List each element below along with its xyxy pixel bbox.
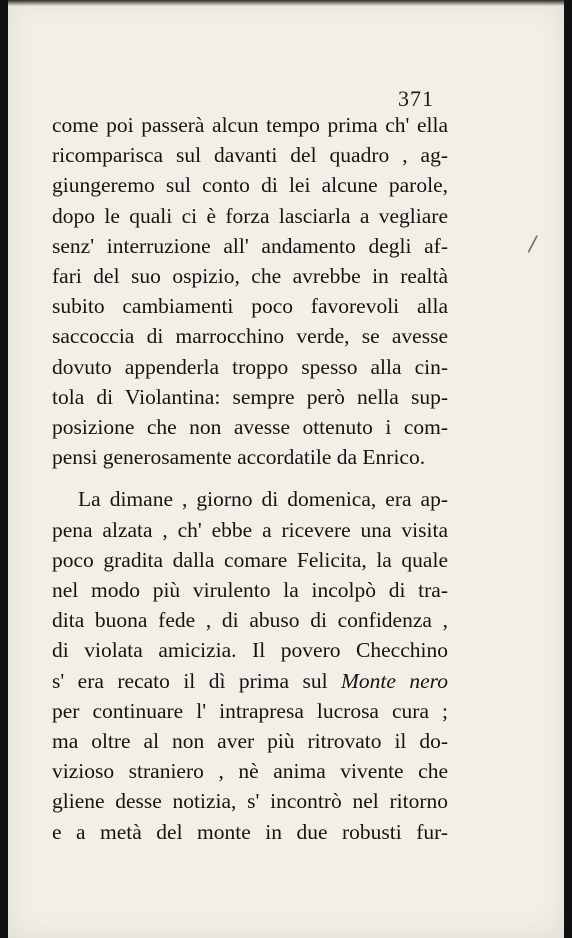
book-page xyxy=(8,0,564,938)
text-line: vizioso straniero , nè anima vivente che xyxy=(52,759,448,784)
text-line: e a metà del monte in due robusti fur- xyxy=(52,819,448,844)
body-text xyxy=(52,110,448,847)
text-line: poco gradita dalla comare Felicita, la quale xyxy=(52,547,448,572)
page-number: 371 xyxy=(398,86,434,111)
italic-place-name: Monte nero xyxy=(341,668,448,693)
text-line: fari del suo ospizio, che avrebbe in realtà xyxy=(52,264,448,289)
scan-edge xyxy=(8,0,564,6)
text-line: ricomparisca sul davanti del quadro , ag- xyxy=(52,143,448,168)
text-line: gliene desse notizia, s' incontrò nel ritorno xyxy=(52,789,448,814)
text-line: dovuto appenderla troppo spesso alla cin- xyxy=(52,354,448,379)
text-line: dita buona fede , di abuso di confidenza , xyxy=(52,608,448,633)
text-line: ma oltre al non aver più ritrovato il do- xyxy=(52,729,448,754)
margin-mark: / xyxy=(526,231,539,258)
text-fragment: s' era recato il dì prima sul xyxy=(52,668,341,693)
text-line: come poi passerà alcun tempo prima ch' ella xyxy=(52,113,448,137)
text-line: giungeremo sul conto di lei alcune parole, xyxy=(52,173,448,198)
paragraph-2 xyxy=(52,484,448,846)
text-line: tola di Violantina: sempre però nella sup- xyxy=(52,384,448,409)
text-line: dopo le quali ci è forza lasciarla a vegliare xyxy=(52,203,448,228)
text-line: subito cambiamenti poco favorevoli alla xyxy=(52,294,448,319)
text-line: La dimane , giorno di domenica, era ap- xyxy=(78,487,448,512)
text-line: saccoccia di marrocchino verde, se avesse xyxy=(52,324,448,349)
text-line: posizione che non avesse ottenuto i com- xyxy=(52,415,448,440)
text-line: per continuare l' intrapresa lucrosa cura ; xyxy=(52,698,448,723)
text-line: nel modo più virulento la incolpò di tra- xyxy=(52,578,448,603)
text-line: pensi generosamente accordatile da Enrico. xyxy=(52,445,426,470)
text-line-monte-nero xyxy=(52,666,448,696)
text-line: di violata amicizia. Il povero Checchino xyxy=(52,638,448,663)
paragraph-1 xyxy=(52,110,448,472)
paragraph-gap xyxy=(52,472,448,484)
text-line: senz' interruzione all' andamento degli af- xyxy=(52,233,448,258)
text-line: pena alzata , ch' ebbe a ricevere una visita xyxy=(52,517,448,542)
